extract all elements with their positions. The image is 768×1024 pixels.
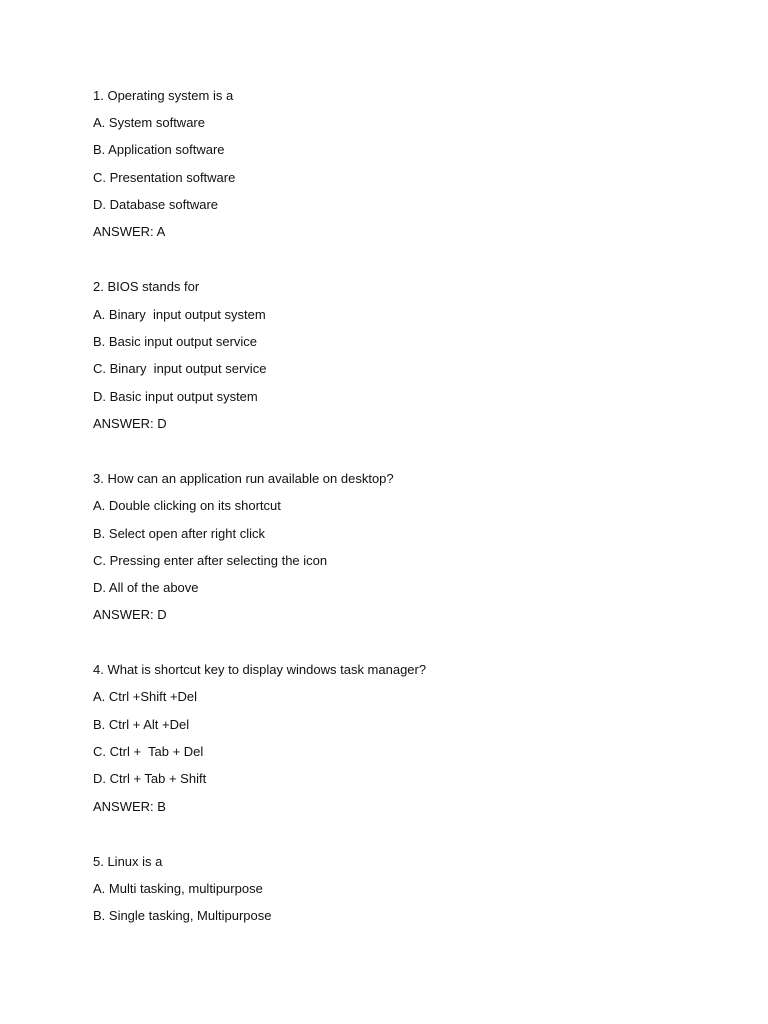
question-4-text: 4. What is shortcut key to display windows task manager?	[93, 662, 427, 677]
question-2-option-c: C. Binary input output service	[93, 361, 267, 376]
question-3-text: 3. How can an application run available on desktop?	[93, 471, 394, 486]
question-2-option-d: D. Basic input output system	[93, 389, 258, 404]
question-4-option-b: B. Ctrl + Alt +Del	[93, 717, 190, 732]
question-3-option-b: B. Select open after right click	[93, 526, 265, 541]
question-2-text: 2. BIOS stands for	[93, 279, 200, 294]
question-3-option-d: D. All of the above	[93, 580, 199, 595]
question-1-text: 1. Operating system is a	[93, 88, 234, 103]
question-5-option-b: B. Single tasking, Multipurpose	[93, 908, 272, 923]
question-1-option-c: C. Presentation software	[93, 170, 236, 185]
question-1-option-d: D. Database software	[93, 197, 219, 212]
question-3-option-a: A. Double clicking on its shortcut	[93, 498, 281, 513]
question-5-option-a: A. Multi tasking, multipurpose	[93, 881, 263, 896]
question-4-option-a: A. Ctrl +Shift +Del	[93, 689, 198, 704]
question-3-answer: ANSWER: D	[93, 607, 167, 622]
question-1-answer: ANSWER: A	[93, 224, 166, 239]
question-2-option-b: B. Basic input output service	[93, 334, 258, 349]
question-2-option-a: A. Binary input output system	[93, 307, 266, 322]
question-4-option-c: C. Ctrl + Tab + Del	[93, 744, 204, 759]
question-1-option-a: A. System software	[93, 115, 205, 130]
question-2-answer: ANSWER: D	[93, 416, 167, 431]
question-1-option-b: B. Application software	[93, 142, 225, 157]
question-5-text: 5. Linux is a	[93, 854, 163, 869]
question-3-option-c: C. Pressing enter after selecting the icon	[93, 553, 328, 568]
question-4-answer: ANSWER: B	[93, 799, 166, 814]
question-4-option-d: D. Ctrl + Tab + Shift	[93, 771, 207, 786]
